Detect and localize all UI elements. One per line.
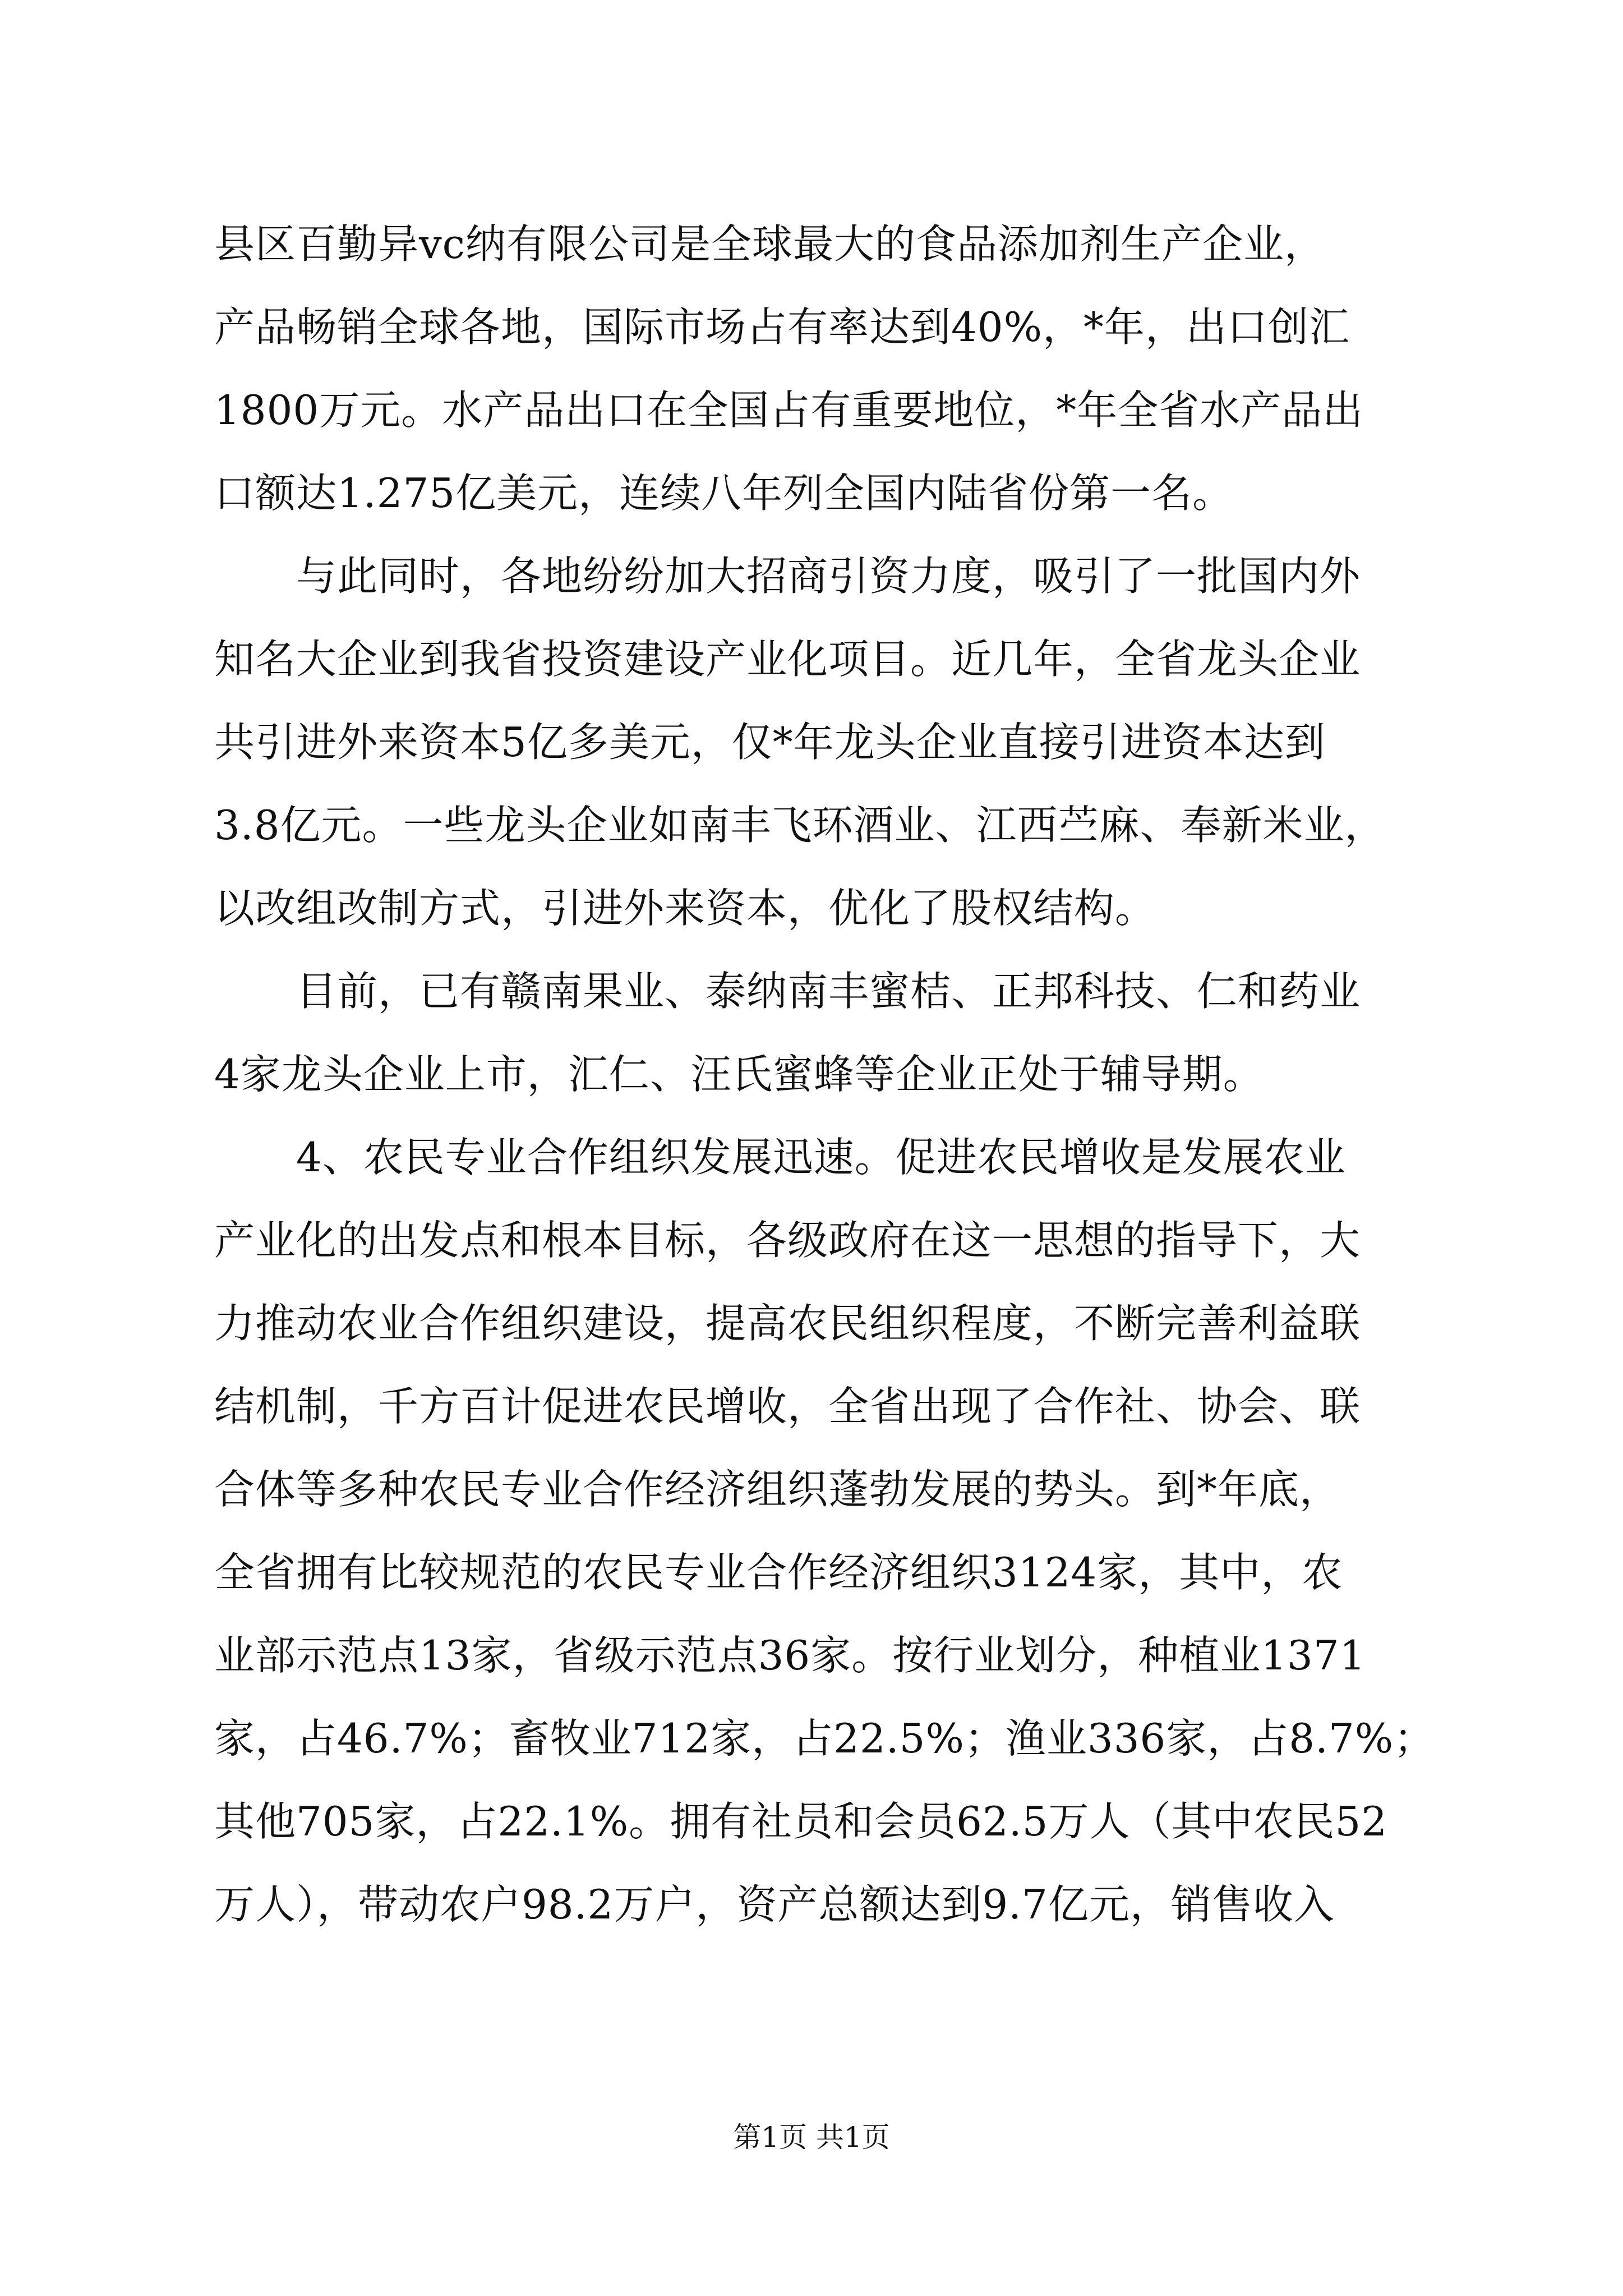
text-line: 3.8亿元。一些龙头企业如南丰飞环酒业、江西苎麻、奉新米业， [214,802,1386,849]
text-line: 县区百勤异vc纳有限公司是全球最大的食品添加剂生产企业， [214,220,1326,268]
text-line: 4家龙头企业上市，汇仁、汪氏蜜蜂等企业正处于辅导期。 [214,1051,1264,1098]
text-line: 知名大企业到我省投资建设产业化项目。近几年，全省龙头企业 [214,636,1361,683]
text-line: 合体等多种农民专业合作经济组织蓬勃发展的势头。到*年底， [214,1466,1341,1513]
page-footer [0,2118,1623,2157]
text-line: 口额达1.275亿美元，连续八年列全国内陆省份第一名。 [214,470,1234,517]
text-line: 4、农民专业合作组织发展迅速。促进农民增收是发展农业 [214,1134,1346,1181]
page-number-label: 第1页 共1页 [733,2121,890,2154]
text-line: 产业化的出发点和根本目标，各级政府在这一思想的指导下，大 [214,1217,1361,1264]
text-line: 结机制，千方百计促进农民增收，全省出现了合作社、协会、联 [214,1383,1361,1430]
text-line: 与此同时，各地纷纷加大招商引资力度，吸引了一批国内外 [214,553,1361,600]
text-line: 其他705家，占22.1%。拥有社员和会员62.5万人（其中农民52 [214,1798,1388,1845]
text-line: 共引进外来资本5亿多美元，仅*年龙头企业直接引进资本达到 [214,719,1326,766]
text-line: 万人），带动农户98.2万户，资产总额达到9.7亿元，销售收入 [214,1881,1335,1928]
text-line: 目前，已有赣南果业、泰纳南丰蜜桔、正邦科技、仁和药业 [214,968,1361,1015]
text-line: 家，占46.7%；畜牧业712家，占22.5%；渔业336家，占8.7%； [214,1715,1435,1762]
text-line: 全省拥有比较规范的农民专业合作经济组织3124家，其中，农 [214,1549,1343,1596]
text-line: 力推动农业合作组织建设，提高农民组织程度，不断完善利益联 [214,1300,1361,1347]
text-line: 业部示范点13家，省级示范点36家。按行业划分，种植业1371 [214,1632,1366,1679]
text-line: 以改组改制方式，引进外来资本，优化了股权结构。 [214,885,1156,932]
text-line: 1800万元。水产品出口在全国占有重要地位，*年全省水产品出 [214,386,1364,434]
text-line: 产品畅销全球各地，国际市场占有率达到40%，*年，出口创汇 [214,303,1350,351]
